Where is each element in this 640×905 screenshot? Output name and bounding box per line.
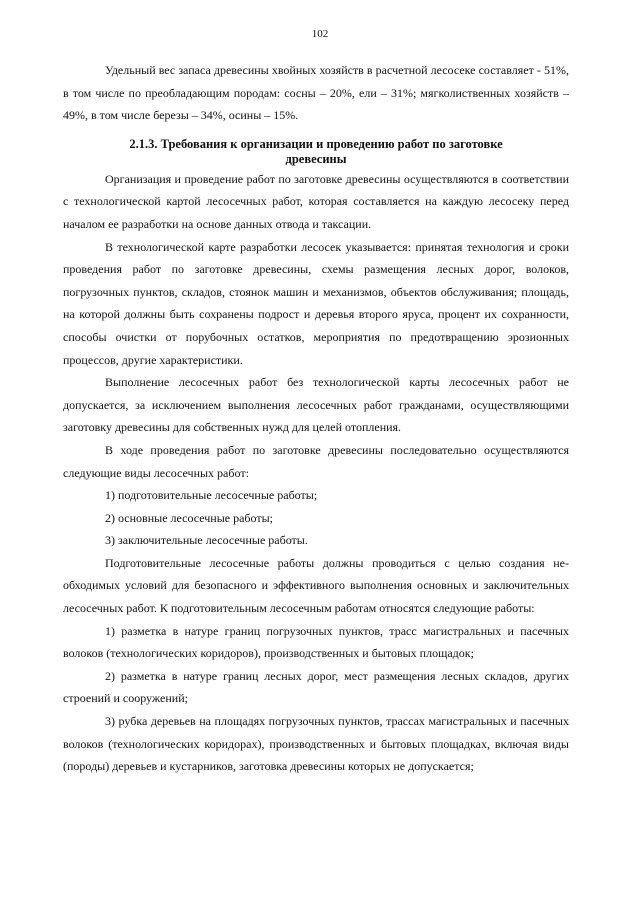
list-item: 3) заключительные лесосечные работы. bbox=[105, 533, 308, 548]
paragraph: Выполнение лесосечных работ без технологической карты лесосечных работ не допускается, за исключением выполнения лесосечных работ гражданами, осуществляющими заготовку древесины для собственных нужд для целей отопления. bbox=[63, 375, 569, 435]
list-item: 2) основные лесосечные работы; bbox=[105, 510, 274, 525]
list-item: 3) рубка деревьев на площадях погрузочных пунктов, трассах магистральных и пасечных волоков (технологических коридорах), производственных и бытовых площадках, включая виды (породы) деревьев и кустарников, заготовка древесины которых не допускается; bbox=[63, 714, 569, 774]
paragraph: В технологической карте разработки лесосек указывается: принятая технология и сроки проведения работ по заготовке древесины, схемы размещения лесных дорог, волоков, погрузочных пунктов, складов, стоянок машин и механизмов, объектов обслуживания; площадь, на которой должны быть сохранены подрост и деревья второго яруса, процент их сохранности, способы очистки от порубочных остатков, мероприятия по предотвращению эрозионных процессов, другие характеристики. bbox=[63, 239, 569, 367]
page-body bbox=[63, 59, 569, 778]
page-number: 102 bbox=[311, 28, 329, 40]
paragraph: В ходе проведения работ по заготовке древесины последовательно осуществляются следующие виды лесосечных работ: bbox=[63, 442, 569, 480]
paragraph: Удельный вес запаса древесины хвойных хозяйств в расчетной лесосеке составляет - 51%, в том числе по преобладающим породам: сосны – 20%, ели – 31%; мягколиственных хозяйств – 49%, в том числе березы – 34%, осины – 15%. bbox=[63, 63, 569, 123]
paragraph: Подготовительные лесосечные работы должны проводиться с целью создания необходимых условий для безопасного и эффективного выполнения основных и заключительных лесосечных работ. К подготовительным лесосечным работам относятся следующие работы: bbox=[63, 555, 569, 616]
paragraph: Организация и проведение работ по заготовке древесины осуществляются в соответствии с технологической картой лесосечных работ, которая составляется на каждую лесосеку перед началом ее разработки на основе данных отвода и таксации. bbox=[63, 171, 569, 231]
list-item: 1) разметка в натуре границ погрузочных пунктов, трасс магистральных и пасечных волоков (технологических коридоров), производственных и бытовых площадок; bbox=[63, 623, 569, 661]
list-item: 1) подготовительные лесосечные работы; bbox=[105, 488, 318, 503]
section-heading: 2.1.3. Требования к организации и проведению работ по заготовке древесины bbox=[129, 136, 503, 166]
list-item: 2) разметка в натуре границ лесных дорог, мест размещения лесных складов, других строений и сооружений; bbox=[63, 668, 569, 706]
